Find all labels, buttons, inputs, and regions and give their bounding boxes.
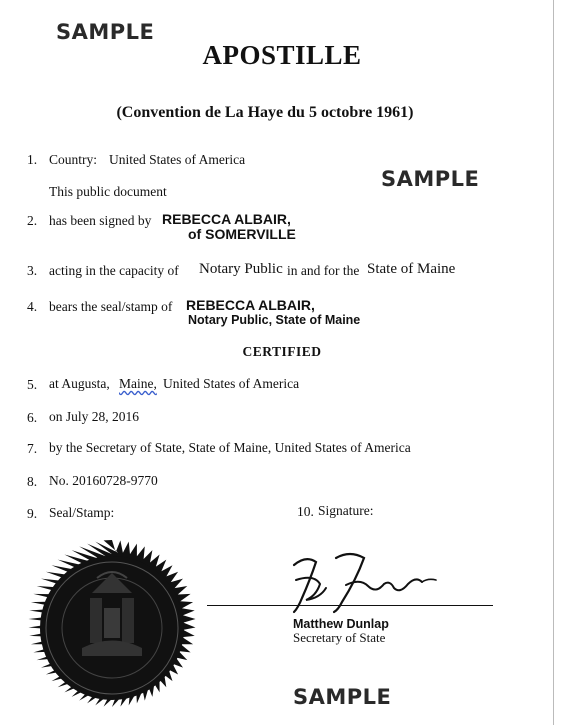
item-4-seal-name: REBECCA ALBAIR, xyxy=(186,297,315,313)
sample-stamp-right: SAMPLE xyxy=(381,167,480,191)
certified-heading: CERTIFIED xyxy=(242,344,322,359)
sample-stamp-top: SAMPLE xyxy=(56,20,155,44)
item-9-label: Seal/Stamp: xyxy=(49,505,115,520)
item-8-number: 8. xyxy=(27,474,38,489)
item-4-seal-title: Notary Public, State of Maine xyxy=(188,313,361,327)
item-3-capacity: Notary Public xyxy=(199,261,283,277)
item-2-city: of SOMERVILLE xyxy=(188,226,296,242)
item-5-text-a: at Augusta, xyxy=(49,376,110,391)
item-6-date: on July 28, 2016 xyxy=(49,409,140,424)
item-3-text-b: in and for the xyxy=(287,263,360,278)
item-10-label: Signature: xyxy=(318,503,374,518)
item-6-number: 6. xyxy=(27,410,38,425)
item-10-number: 10. xyxy=(297,504,314,519)
item-5-number: 5. xyxy=(27,377,38,392)
item-9-number: 9. xyxy=(27,506,38,521)
item-4-text: bears the seal/stamp of xyxy=(49,299,173,314)
page-edge-divider xyxy=(553,0,554,725)
item-3-text-a: acting in the capacity of xyxy=(49,263,179,278)
item-3-number: 3. xyxy=(27,263,38,278)
item-7-authority: by the Secretary of State, State of Maine, United States of America xyxy=(49,440,411,455)
handwritten-signature-icon xyxy=(276,540,456,620)
signature-line xyxy=(207,605,493,606)
item-5-text-b: United States of America xyxy=(163,376,300,391)
item-1-country: United States of America xyxy=(109,152,246,167)
item-1-number: 1. xyxy=(27,152,38,167)
sample-stamp-bottom: SAMPLE xyxy=(293,685,392,709)
document-subtitle: (Convention de La Haye du 5 octobre 1961) xyxy=(116,104,414,121)
item-8-certificate-number: No. 20160728-9770 xyxy=(49,473,158,488)
state-seal-icon xyxy=(22,538,202,718)
item-7-number: 7. xyxy=(27,441,38,456)
document-title: APOSTILLE xyxy=(202,40,362,70)
item-2-text: has been signed by xyxy=(49,213,152,228)
item-2-signer-name: REBECCA ALBAIR, xyxy=(162,211,291,227)
item-1-label: Country: xyxy=(49,152,98,167)
item-4-number: 4. xyxy=(27,299,38,314)
item-2-number: 2. xyxy=(27,213,38,228)
signer-title: Secretary of State xyxy=(293,630,386,645)
item-3-state: State of Maine xyxy=(367,261,456,277)
item-5-place: Maine, xyxy=(119,376,157,391)
intro-text: This public document xyxy=(49,184,167,199)
signer-name: Matthew Dunlap xyxy=(293,617,389,631)
